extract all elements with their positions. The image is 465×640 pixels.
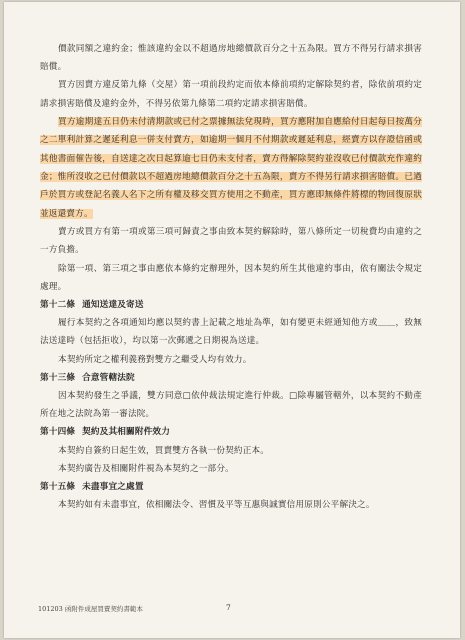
article-14-heading: 第十四條 契約及其相關附件效力 [40,427,171,438]
paragraph-tax-burden: 賣方或買方有第一項或第三項可歸責之事由致本契約解除時，第八條所定一切稅費均由違約之一方負擔。 [40,227,422,256]
article-15-heading: 第十五條 未盡事宜之處置 [40,482,144,493]
paragraph-effective-date: 本契約自簽約日起生效，買賣雙方各執一份契約正本。 [58,445,270,456]
document-page [4,2,460,638]
footer-document-code: 101203 函附件成屋買賣契約書範本 [38,605,143,613]
paragraph-unresolved-matters: 本契約如有未盡事宜，依相關法令、習慣及平等互惠與誠實信用原則公平解決之。 [58,500,375,511]
paragraph-jurisdiction: 因本契約發生之爭議，雙方同意□依仲裁法規定進行仲裁。□除專屬管轄外，以本契約不動產所在地之法院為第一審法院。 [40,391,422,420]
paragraph-attachments: 本契約廣告及相關附件視為本契約之一部分。 [58,463,234,474]
paragraph-successors: 本契約所定之權利義務對雙方之繼受人均有效力。 [58,354,252,365]
paragraph-penalty-limit: 價款同額之違約金；惟該違約金以不超過房地總價款百分之十五為限。買方不得另行請求損害賠償。 [40,44,422,73]
document-body [40,40,422,515]
paragraph-other-breach: 除第一項、第三項之事由應依本條約定辦理外，因本契約所生其他違約事由，依有關法令規定處理。 [40,263,422,292]
article-13-heading: 第十三條 合意管轄法院 [40,372,135,383]
paragraph-buyer-late-payment [40,113,422,223]
article-12-heading: 第十二條 通知送達及寄送 [40,300,144,311]
paragraph-seller-breach: 買方因賣方違反第九條（交屋）第一項前段約定而依本條前項約定解除契約者，除依前項約定請求損害賠償及違約金外，不得另依第九條第二項約定請求損害賠償。 [40,80,422,109]
page-number: 7 [226,603,231,612]
highlighted-text: 買方逾期達五日仍未付清期款或已付之票據無法兌現時，買方應附加自應給付日起每日按萬分之二單利計算之遲延利息一併支付賣方，如逾期一個月不付期款或遲延利息，經賣方以存證信函或其他書面催告後，自送達之次日起算逾七日仍未支付者，賣方得解除契約並沒收已付價款充作違約金；惟所沒收之已付價款以不超過房地總價款百分之十五為限，賣方不得另行請求損害賠償。已過戶於買方或登記名義人名下之所有權及移交買方使用之不動產，買方應即無條件將標的物回復原狀並返還賣方。 [40,116,422,219]
paragraph-notice-address: 履行本契約之各項通知均應以契約書上記載之地址為準，如有變更未經通知他方或＿＿，致無法送達時（包括拒收），均以第一次郵遞之日期視為送達。 [40,318,422,347]
